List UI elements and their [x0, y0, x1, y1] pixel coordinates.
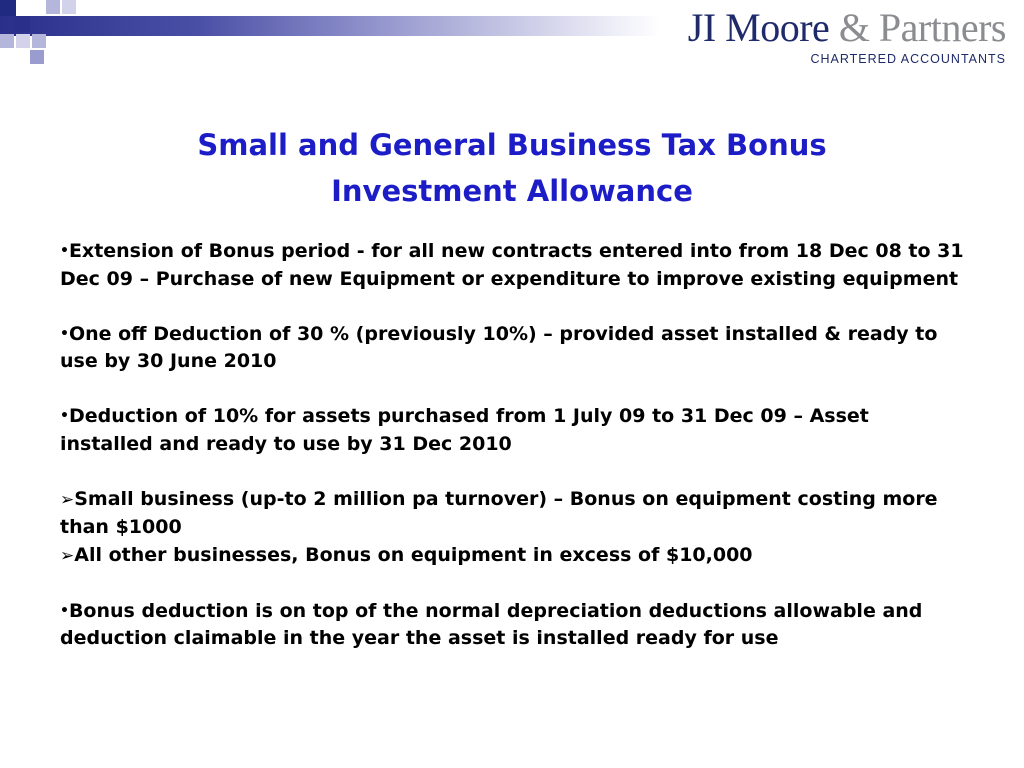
bullet-item [60, 598, 965, 653]
bullet-text: Deduction of 10% for assets purchased from 1 July 09 to 31 Dec 09 – Asset installed and ready to use by 31 Dec 2010 [60, 405, 869, 455]
bullet-icon: • [60, 602, 69, 619]
decor-square [14, 16, 30, 32]
bullet-icon: • [60, 325, 69, 342]
decor-square [32, 34, 46, 48]
logo-wordmark [636, 6, 1006, 50]
bullet-text: Extension of Bonus period - for all new contracts entered into from 18 Dec 08 to 31 Dec 09 – Purchase of new Equipment or expenditure to improve existing equipment [60, 240, 964, 290]
slide-title-line-1: Small and General Business Tax Bonus [197, 128, 827, 162]
company-logo [636, 6, 1006, 70]
header-gradient-band [0, 16, 660, 36]
logo-name-primary: JI Moore [687, 5, 830, 50]
spacer [60, 458, 965, 486]
spacer [60, 570, 965, 598]
decor-square [16, 0, 32, 16]
bullet-item [60, 321, 965, 376]
sub-bullet-item [60, 542, 965, 571]
decor-square [46, 0, 60, 14]
logo-name-secondary: & Partners [829, 5, 1006, 50]
bullet-text: One off Deduction of 30 % (previously 10%) – provided asset installed & ready to use by 30 June 2010 [60, 322, 938, 372]
logo-subtitle: CHARTERED ACCOUNTANTS [810, 52, 1006, 66]
decor-square [62, 0, 76, 14]
sub-bullet-text: Small business (up-to 2 million pa turnover) – Bonus on equipment costing more than $1000 [60, 487, 938, 538]
spacer [60, 376, 965, 404]
decor-square [0, 0, 16, 16]
bullet-text: Bonus deduction is on top of the normal depreciation deductions allowable and deduction claimable in the year the asset is installed ready for use [60, 599, 923, 649]
spacer [60, 293, 965, 321]
arrow-bullet-icon: ➢ [60, 545, 75, 566]
slide-title [112, 122, 912, 214]
bullet-icon: • [60, 408, 69, 424]
bullet-icon: • [60, 243, 69, 259]
slide-title-line-2: Investment Allowance [331, 174, 693, 208]
sub-bullet-item [60, 486, 965, 542]
arrow-bullet-icon: ➢ [60, 489, 75, 510]
decor-square [16, 34, 30, 48]
bullet-item [60, 238, 965, 293]
decor-square [30, 50, 44, 64]
slide-body [60, 238, 965, 653]
sub-bullet-text: All other businesses, Bonus on equipment in excess of $10,000 [74, 543, 753, 566]
bullet-item [60, 403, 965, 458]
decor-square [0, 34, 14, 48]
